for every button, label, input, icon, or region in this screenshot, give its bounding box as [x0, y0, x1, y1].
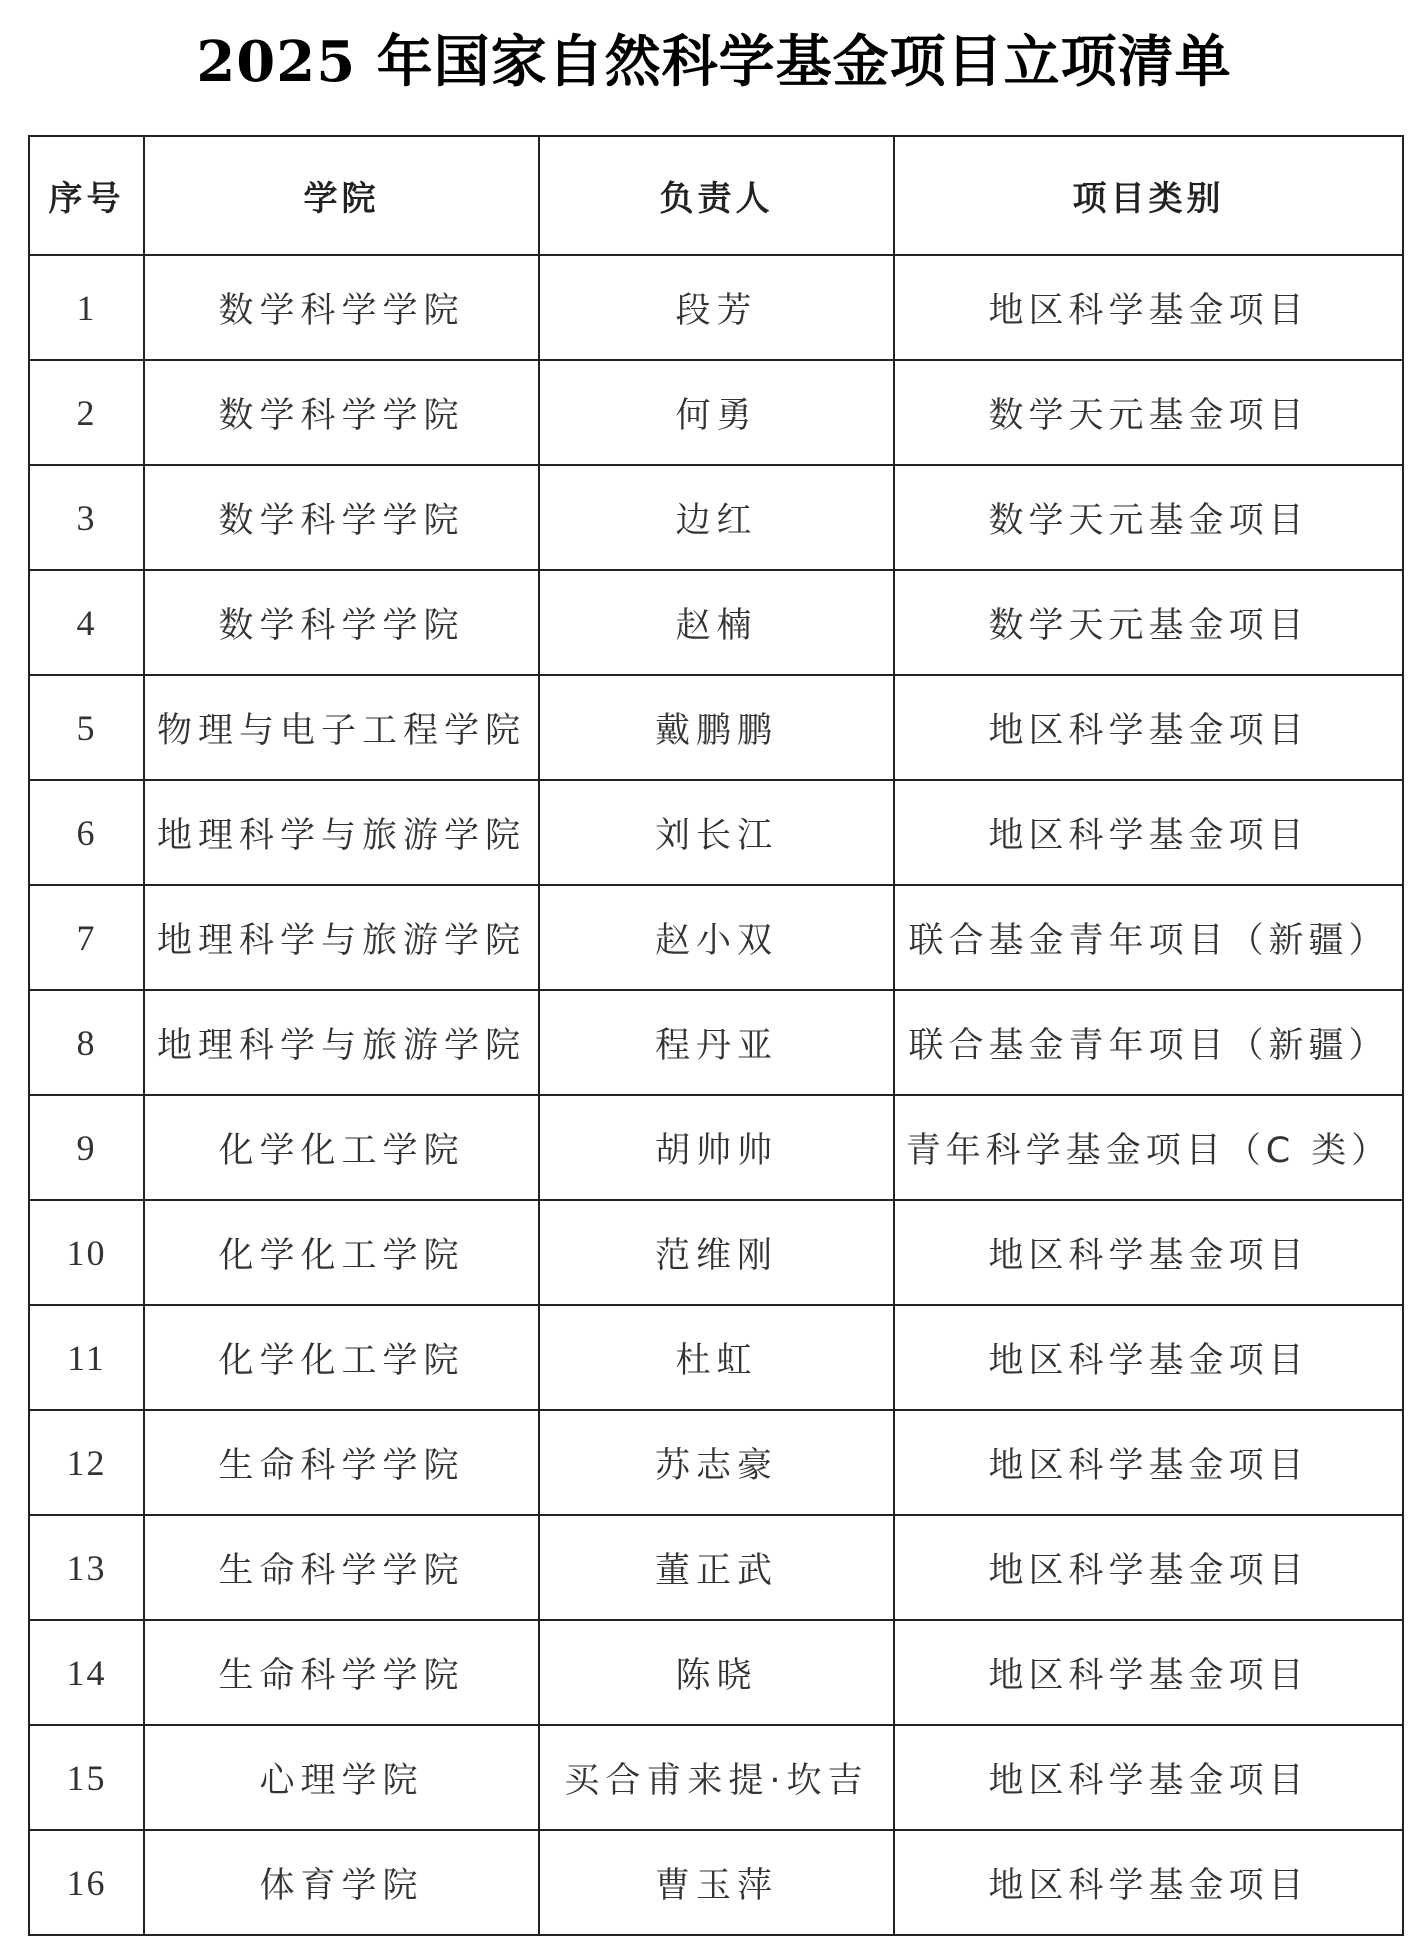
cell-serial-number: 15	[29, 1725, 144, 1830]
cell-college: 生命科学学院	[144, 1515, 539, 1620]
cell-principal: 边红	[539, 465, 894, 570]
cell-principal: 曹玉萍	[539, 1830, 894, 1935]
cell-project-category: 地区科学基金项目	[894, 1200, 1403, 1305]
table-row	[29, 1410, 1403, 1515]
cell-principal: 杜虹	[539, 1305, 894, 1410]
cell-project-category: 地区科学基金项目	[894, 255, 1403, 360]
cell-project-category: 地区科学基金项目	[894, 1305, 1403, 1410]
project-list-table	[28, 135, 1404, 1936]
cell-project-category: 联合基金青年项目（新疆）	[894, 990, 1403, 1095]
cell-project-category: 地区科学基金项目	[894, 1515, 1403, 1620]
cell-serial-number: 6	[29, 780, 144, 885]
table-row	[29, 570, 1403, 675]
cell-college: 生命科学学院	[144, 1620, 539, 1725]
cell-serial-number: 3	[29, 465, 144, 570]
cell-project-category: 数学天元基金项目	[894, 465, 1403, 570]
cell-college: 地理科学与旅游学院	[144, 885, 539, 990]
cell-college: 数学科学学院	[144, 570, 539, 675]
header-serial-number: 序号	[29, 136, 144, 255]
cell-project-category: 地区科学基金项目	[894, 1725, 1403, 1830]
cell-project-category: 联合基金青年项目（新疆）	[894, 885, 1403, 990]
cell-college: 数学科学学院	[144, 255, 539, 360]
table-row	[29, 1515, 1403, 1620]
table-row	[29, 1725, 1403, 1830]
table-header-row	[29, 136, 1403, 255]
cell-college: 化学化工学院	[144, 1095, 539, 1200]
cell-college: 体育学院	[144, 1830, 539, 1935]
header-college: 学院	[144, 136, 539, 255]
table-row	[29, 465, 1403, 570]
cell-principal: 刘长江	[539, 780, 894, 885]
table-row	[29, 1095, 1403, 1200]
cell-serial-number: 11	[29, 1305, 144, 1410]
cell-project-category: 地区科学基金项目	[894, 1620, 1403, 1725]
cell-college: 化学化工学院	[144, 1305, 539, 1410]
cell-project-category: 地区科学基金项目	[894, 1830, 1403, 1935]
cell-project-category: 数学天元基金项目	[894, 570, 1403, 675]
cell-serial-number: 16	[29, 1830, 144, 1935]
cell-serial-number: 4	[29, 570, 144, 675]
cell-project-category: 数学天元基金项目	[894, 360, 1403, 465]
cell-serial-number: 14	[29, 1620, 144, 1725]
cell-project-category: 青年科学基金项目（C 类）	[894, 1095, 1403, 1200]
cell-principal: 程丹亚	[539, 990, 894, 1095]
cell-serial-number: 7	[29, 885, 144, 990]
table-row	[29, 255, 1403, 360]
table-row	[29, 780, 1403, 885]
cell-principal: 范维刚	[539, 1200, 894, 1305]
table-row	[29, 885, 1403, 990]
cell-project-category: 地区科学基金项目	[894, 1410, 1403, 1515]
header-project-category: 项目类别	[894, 136, 1403, 255]
cell-serial-number: 13	[29, 1515, 144, 1620]
cell-college: 心理学院	[144, 1725, 539, 1830]
cell-principal: 赵小双	[539, 885, 894, 990]
header-principal: 负责人	[539, 136, 894, 255]
cell-college: 生命科学学院	[144, 1410, 539, 1515]
cell-principal: 赵楠	[539, 570, 894, 675]
cell-principal: 戴鹏鹏	[539, 675, 894, 780]
cell-principal: 苏志豪	[539, 1410, 894, 1515]
cell-serial-number: 12	[29, 1410, 144, 1515]
cell-college: 物理与电子工程学院	[144, 675, 539, 780]
table-row	[29, 1620, 1403, 1725]
cell-college: 地理科学与旅游学院	[144, 990, 539, 1095]
cell-serial-number: 5	[29, 675, 144, 780]
cell-principal: 董正武	[539, 1515, 894, 1620]
table-row	[29, 990, 1403, 1095]
table-row	[29, 1305, 1403, 1410]
cell-college: 数学科学学院	[144, 465, 539, 570]
cell-serial-number: 2	[29, 360, 144, 465]
cell-principal: 买合甫来提·坎吉	[539, 1725, 894, 1830]
cell-principal: 段芳	[539, 255, 894, 360]
cell-serial-number: 1	[29, 255, 144, 360]
cell-college: 化学化工学院	[144, 1200, 539, 1305]
cell-serial-number: 10	[29, 1200, 144, 1305]
cell-serial-number: 8	[29, 990, 144, 1095]
cell-principal: 胡帅帅	[539, 1095, 894, 1200]
cell-project-category: 地区科学基金项目	[894, 780, 1403, 885]
cell-college: 地理科学与旅游学院	[144, 780, 539, 885]
document-title: 2025 年国家自然科学基金项目立项清单	[196, 29, 1232, 95]
table-row	[29, 360, 1403, 465]
cell-project-category: 地区科学基金项目	[894, 675, 1403, 780]
table-row	[29, 1830, 1403, 1935]
cell-serial-number: 9	[29, 1095, 144, 1200]
cell-principal: 陈晓	[539, 1620, 894, 1725]
cell-college: 数学科学学院	[144, 360, 539, 465]
table-row	[29, 1200, 1403, 1305]
cell-principal: 何勇	[539, 360, 894, 465]
table-row	[29, 675, 1403, 780]
